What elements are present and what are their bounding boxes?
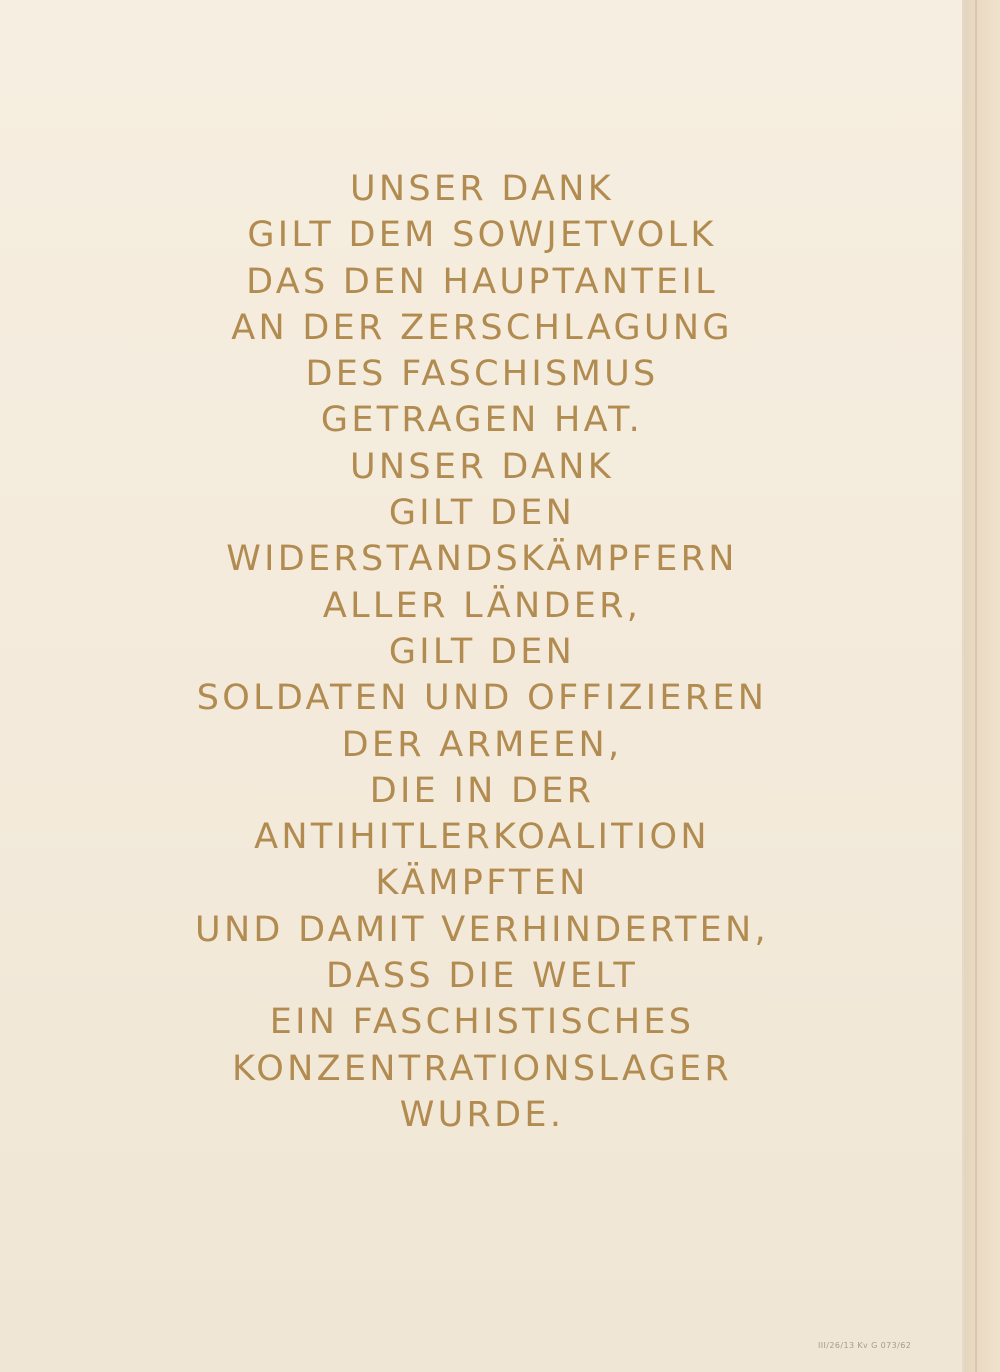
poem-text xyxy=(0,166,964,1138)
poem-line: DASS DIE WELT xyxy=(325,956,639,997)
poem-line: UND DAMIT VERHINDERTEN, xyxy=(195,909,769,950)
poem-line: WIDERSTANDSKÄMPFERN xyxy=(226,539,738,580)
poem-line: DIE IN DER xyxy=(369,770,595,811)
poem-line: SOLDATEN UND OFFIZIEREN xyxy=(196,678,768,719)
poem-line: GILT DEN xyxy=(388,631,576,672)
poem-line: KÄMPFTEN xyxy=(375,863,589,904)
paper-edge-line xyxy=(975,0,977,1372)
paper-edge xyxy=(964,0,1000,1372)
poem-line: KONZENTRATIONSLAGER xyxy=(231,1048,733,1089)
poem-line: ALLER LÄNDER, xyxy=(322,585,642,626)
poem-line: DER ARMEEN, xyxy=(341,724,623,765)
poem-line: GETRAGEN HAT. xyxy=(320,400,644,441)
poem-line: DES FASCHISMUS xyxy=(305,354,659,395)
poem-line: UNSER DANK xyxy=(350,446,614,487)
print-code: III/26/13 Kv G 073/62 xyxy=(818,1341,912,1350)
poem-line: UNSER DANK xyxy=(350,169,614,209)
poem-line: GILT DEM SOWJETVOLK xyxy=(247,215,717,256)
poem-line: ANTIHITLERKOALITION xyxy=(254,817,710,858)
poem-line: GILT DEN xyxy=(388,493,576,534)
poem-line: AN DER ZERSCHLAGUNG xyxy=(231,307,733,348)
poem-line: EIN FASCHISTISCHES xyxy=(269,1002,695,1043)
poem-line: DAS DEN HAUPTANTEIL xyxy=(246,261,718,302)
poem-line: WURDE. xyxy=(399,1094,565,1135)
